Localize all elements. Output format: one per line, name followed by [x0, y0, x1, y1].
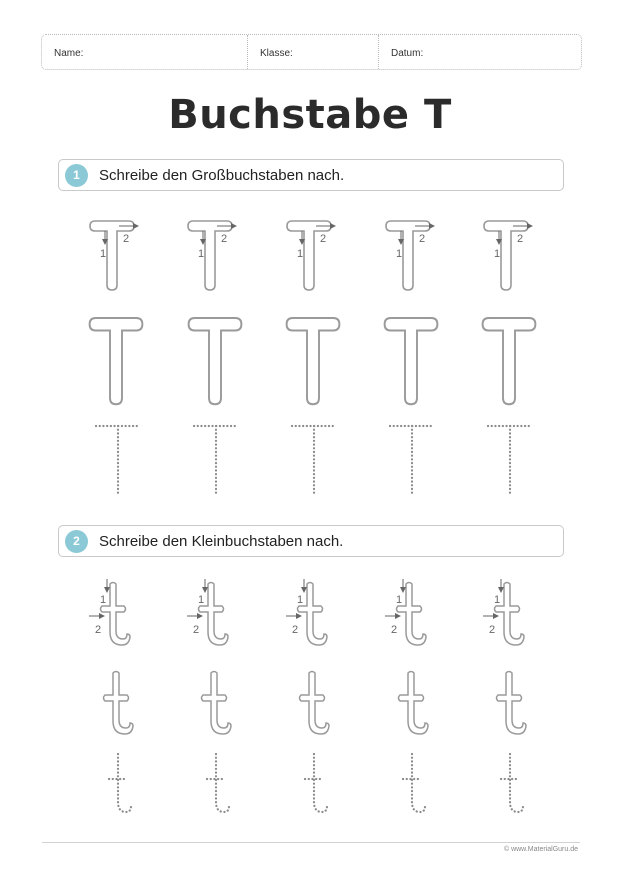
stroke-number: 1: [198, 594, 205, 606]
uppercase-t-outline: [483, 318, 536, 404]
uppercase-row-guided: [90, 221, 532, 290]
lowercase-t-guided: [385, 579, 426, 645]
stroke-number: 1: [100, 594, 107, 606]
footer-divider: [42, 842, 580, 843]
instruction-text: Schreibe den Großbuchstaben nach.: [99, 167, 345, 184]
uppercase-t-dotted: [488, 426, 532, 496]
lowercase-t-outline: [202, 672, 232, 735]
uppercase-t-outline: [90, 318, 143, 404]
instruction-text: Schreibe den Kleinbuchstaben nach.: [99, 533, 344, 550]
stroke-number: 2: [95, 624, 102, 636]
stroke-number: 2: [320, 233, 327, 245]
stroke-number: 1: [396, 594, 403, 606]
uppercase-t-guided: [90, 221, 138, 290]
step-number-badge: 2: [65, 530, 88, 553]
stroke-number: 1: [494, 248, 501, 260]
stroke-number: 2: [489, 624, 496, 636]
page-title: Buchstabe T: [168, 92, 452, 138]
lowercase-t-guided: [286, 579, 327, 645]
uppercase-t-outline: [385, 318, 438, 404]
name-label: Name:: [54, 48, 84, 59]
stroke-number: 1: [297, 594, 304, 606]
uppercase-t-dotted: [292, 426, 336, 496]
lowercase-t-dotted: [109, 754, 131, 812]
lowercase-t-guided: [187, 579, 228, 645]
lowercase-t-guided: [89, 579, 130, 645]
lowercase-t-outline: [104, 672, 134, 735]
lowercase-t-dotted: [501, 754, 523, 812]
stroke-number: 2: [221, 233, 228, 245]
stroke-number: 2: [193, 624, 200, 636]
stroke-number: 1: [494, 594, 501, 606]
lowercase-t-outline: [497, 672, 527, 735]
uppercase-t-guided: [188, 221, 236, 290]
step-number-badge: 1: [65, 164, 88, 187]
uppercase-t-guided: [386, 221, 434, 290]
footer-copyright[interactable]: © www.MaterialGuru.de: [503, 846, 578, 853]
stroke-number: 2: [292, 624, 299, 636]
stroke-number: 1: [198, 248, 205, 260]
stroke-number: 2: [123, 233, 130, 245]
uppercase-t-dotted: [194, 426, 238, 496]
lowercase-row-outline: [104, 672, 527, 735]
stroke-number: 2: [391, 624, 398, 636]
lowercase-t-outline: [399, 672, 429, 735]
stroke-number: 1: [396, 248, 403, 260]
stroke-number: 1: [100, 248, 107, 260]
lowercase-t-dotted: [403, 754, 425, 812]
stroke-number: 2: [419, 233, 426, 245]
uppercase-t-outline: [189, 318, 242, 404]
uppercase-row-outline: [90, 318, 536, 404]
lowercase-t-outline: [300, 672, 330, 735]
lowercase-t-guided: [483, 579, 524, 645]
class-label: Klasse:: [260, 48, 293, 59]
date-label: Datum:: [391, 48, 424, 59]
uppercase-t-guided: [287, 221, 335, 290]
lowercase-row-guided: [89, 579, 524, 645]
lowercase-t-dotted: [207, 754, 229, 812]
uppercase-t-dotted: [96, 426, 140, 496]
uppercase-row-dotted: [96, 426, 532, 496]
stroke-number: 1: [297, 248, 304, 260]
uppercase-t-outline: [287, 318, 340, 404]
lowercase-row-dotted: [109, 754, 523, 812]
stroke-number: 2: [517, 233, 524, 245]
uppercase-t-dotted: [390, 426, 434, 496]
uppercase-t-guided: [484, 221, 532, 290]
lowercase-t-dotted: [305, 754, 327, 812]
